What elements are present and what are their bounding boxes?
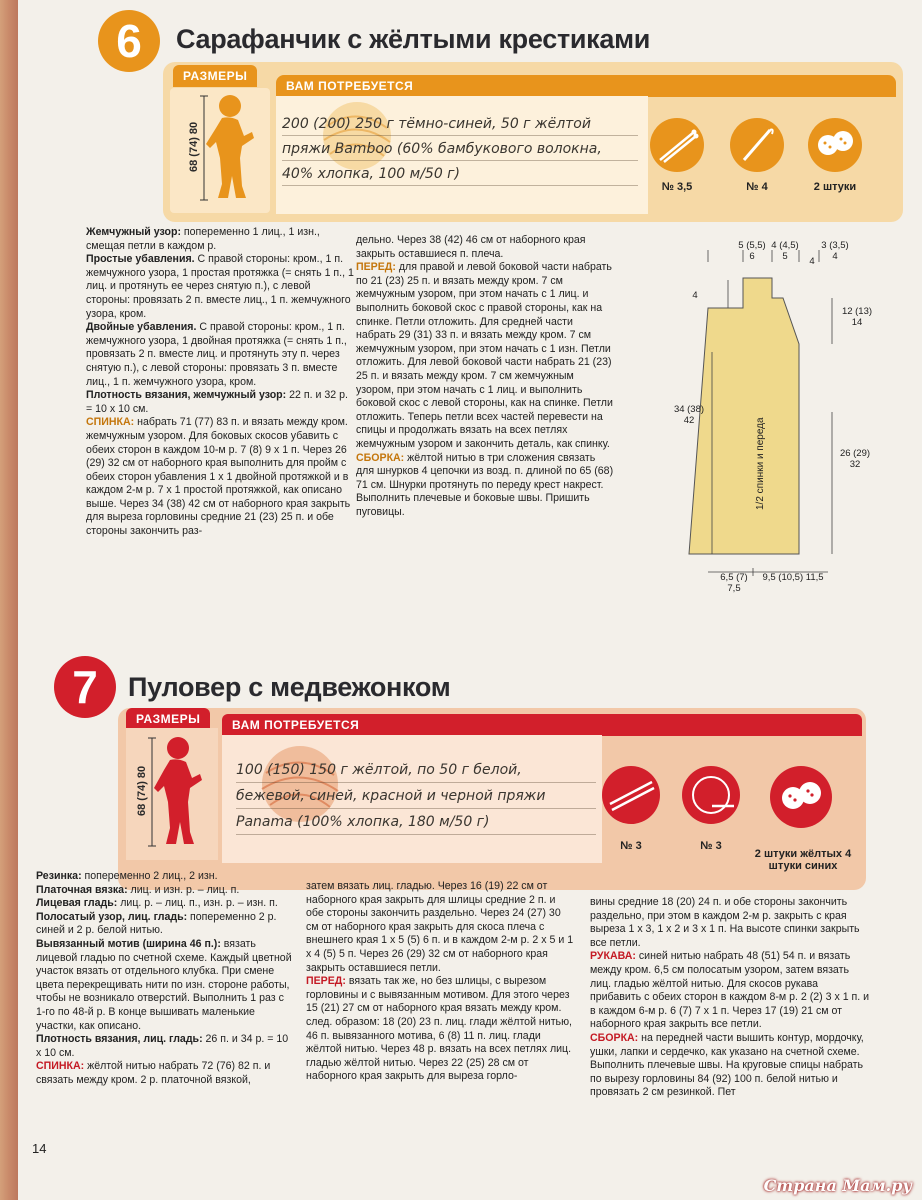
paragraph: С правой стороны: кром., 1 п. жемчужного узора, 1 двойная протяжка (= снять 1 п., провязать 2 п. вместе лиц. и протянуть эту п. через снятую п.), с левой стороны: провязать 3 п. вместе лиц., 1 п. жемчужного узора, кром. [86, 321, 347, 388]
paragraph: 26 п. и 34 р. = 10 х 10 см. [36, 1033, 289, 1059]
buttons-icon [770, 766, 832, 828]
dim-bottom-right: 9,5 (10,5) 11,5 [762, 572, 824, 583]
term: Полосатый узор, лиц. гладь: [36, 910, 188, 923]
paragraph: для правой и левой боковой части набрать по 21 (23) 25 п. и вязать между кром. 7 см жемчужным узором, при этом начать с 1 лиц. и выполнить боковой скос с правой стороны, как на спинке. Петли отложить. Для средней части набрать 29 (31) 33 п. и вязать между кром. 7 см жемчужным узором, при этом начать с 1 изн. Петли отложить. Для левой боковой части набрать 21 (23) 25 п. и вязать между кром. 7 см жемчужным узором, при этом начать с 1 лиц. и выполнить боковой скос с левой стороны, как на спинке. Петли отложить. Теперь петли всех частей перевести на спицы и продолжать вязать на всех петлях жемчужным узором и закончить деталь, как спинку. [356, 261, 613, 450]
knitting-needles-icon [602, 766, 660, 824]
sizes-label-7: РАЗМЕРЫ [126, 708, 210, 730]
tool-label-6-1: № 3,5 [661, 181, 693, 193]
heading-sleeves: РУКАВА: [590, 950, 636, 963]
section-title-7: Пуловер с медвежонком [128, 672, 451, 702]
paragraph: лиц. и изн. р. – лиц. п. [127, 883, 240, 896]
paragraph: вязать лицевой гладью по счетной схеме. Каждый цветной участок вязать от отдельного клубка. При смене цвета перекрещивать нити по изн. стороне работы, чтобы не возникало отверстий. Выполнить 1 раз с 1-го по 48-й р. В конце вышивать маленькие участки, как описано. [36, 937, 292, 1032]
knitting-needles-icon [650, 118, 704, 172]
sizes-value-7: 68 (74) 80 [136, 765, 148, 816]
text-column-6-2 [356, 234, 614, 519]
text-column-7-1 [36, 870, 296, 1088]
term: Плотность вязания, жемчужный узор: [86, 389, 287, 402]
tool-label-6-2: № 4 [746, 181, 768, 193]
paragraph: набрать 71 (77) 83 п. и вязать между кром. жемчужным узором. Для боковых скосов убавить с обеих сторон в каждом 10-м р. 7 (8) 9 х 1 п. Через 26 (29) 32 см от наборного края выполнить для пройм с обеих сторон убавления 1 х 1 двойной протяжкой и в каждом 2-м р. 7 х 1 простой протяжкой, как описано выше. Через 34 (38) 42 см от наборного края закрыть для выреза горловины средние 21 (23) 25 п. и обе стороны закончить раз- [86, 416, 351, 538]
heading-front: ПЕРЕД: [306, 975, 346, 988]
term: Жемчужный узор: [86, 226, 181, 238]
dim-top-2: 4 (4,5) 5 [771, 240, 799, 262]
rule-line [282, 135, 638, 136]
needs-line-6-2: пряжи Bamboo (60% бамбукового волокна, [282, 141, 602, 157]
text-column-7-2 [306, 880, 574, 1084]
paragraph: дельно. Через 38 (42) 46 см от наборного края закрыть оставшиеся п. плеча. [356, 234, 586, 260]
paragraph: попеременно 2 р. синей и 2 р. белой нитью. [36, 910, 277, 937]
dim-bottom-left: 6,5 (7) 7,5 [720, 572, 748, 594]
magazine-page [18, 0, 922, 1200]
needs-line-7-3: Panama (100% хлопка, 180 м/50 г) [236, 814, 490, 830]
diagram-center-label: 1/2 спинки и переда [755, 417, 766, 510]
heading-assembly: СБОРКА: [590, 1031, 639, 1044]
paragraph: затем вязать лиц. гладью. Через 16 (19) 22 см от наборного края закрыть для шлицы средние 2 п. и обе стороны закончить раздельно. Через 24 (27) 30 см от наборного края закрыть для скоса плеча с внешнего края 1 х 5 (5) 6 п. и в каждом 2-м р. 2 х 5 и 1 х 4 (5) 5 п. Через 26 (29) 32 см от наборного края закрыть оставшиеся петли. [306, 880, 574, 974]
text-column-6-1 [86, 226, 356, 539]
crochet-hook-icon [730, 118, 784, 172]
child-silhouette-icon [170, 88, 270, 213]
paragraph: синей нитью набрать 48 (51) 54 п. и вязать между кром. 6,5 см полосатым узором, затем вязать лиц. гладью жёлтой нитью. Для скосов рукава прибавить с обеих сторон в каждом 8-м р. 2 (2) 3 х 1 п. и в каждом 6-м р. 6 (7) 7 х 1 п. Через 17 (19) 21 см от наборного края закрыть все петли. [590, 950, 870, 1031]
needs-line-7-2: бежевой, синей, красной и черной пряжи [236, 788, 546, 804]
needs-line-7-1: 100 (150) 150 г жёлтой, по 50 г белой, [236, 762, 522, 778]
rule-line [236, 808, 596, 809]
paragraph: жёлтой нитью набрать 72 (76) 82 п. и связать между кром. 2 р. платочной вязкой, [36, 1060, 271, 1086]
watermark: Страна Мам.ру [763, 1176, 912, 1195]
rule-line [282, 185, 638, 186]
rule-line [236, 782, 596, 783]
section-number-6: 6 [98, 10, 160, 72]
buttons-icon [808, 118, 862, 172]
term: Вывязанный мотив (ширина 46 п.): [36, 937, 221, 950]
paragraph: жёлтой нитью в три сложения связать для шнурков 4 цепочки из возд. п. длиной по 65 (68) 71 см. Шнурки протянуть по переду крест накрест. Выполнить плечевые и боковые швы. Пришить пуговицы. [356, 451, 614, 518]
tool-label-7-2: № 3 [700, 840, 722, 852]
paragraph: С правой стороны: кром., 1 п. жемчужного узора, 1 простая протяжка (= снять 1 п., 1 лиц. и протянуть ее через снятую п.), с левой стороны: провязать 2 п. вместе лиц., 1 п. жемчужного узора, кром. [86, 253, 354, 320]
heading-front: ПЕРЕД: [356, 261, 396, 274]
heading-assembly: СБОРКА: [356, 451, 405, 464]
dim-right-main: 26 (29) 32 [839, 448, 871, 470]
heading-back: СПИНКА: [36, 1060, 85, 1073]
rule-line [282, 160, 638, 161]
heading-back: СПИНКА: [86, 416, 135, 429]
tool-label-6-3: 2 штуки [813, 181, 857, 193]
paragraph: вины средние 18 (20) 24 п. и обе стороны закончить раздельно, при этом в каждом 2-м р. закрыть с края выреза 1 х 3, 1 х 2 и 3 х 1 п. На высоте спинки закрыть все петли. [590, 896, 860, 949]
dim-left-top: 4 [692, 290, 698, 301]
paragraph: вязать так же, но без шлицы, с вырезом горловины и с вывязанным мотивом. Для этого через 15 (21) 27 см от наборного края вязать между кром. след. образом: 18 (20) 23 п. лиц. глади жёлтой нитью, 46 п. вывязанного мотива, 6 (8) 11 п. лиц. глади жёлтой нитью. Через 48 р. вязать на всех петлях лиц. гладью жёлтой нитью. Через 22 (25) 28 см от наборного края закрыть для выреза горло- [306, 975, 572, 1083]
section-number-7: 7 [54, 656, 116, 718]
dim-top-1: 5 (5,5) 6 [738, 240, 766, 262]
tool-label-7-3: 2 штуки жёлтых 4 штуки синих [754, 848, 852, 872]
needs-line-6-3: 40% хлопка, 100 м/50 г) [282, 166, 460, 182]
tool-label-7-1: № 3 [620, 840, 642, 852]
circular-needle-icon [682, 766, 740, 824]
paragraph: 22 п. и 32 р. = 10 х 10 см. [86, 389, 348, 415]
dim-left-main: 34 (38) 42 [673, 404, 705, 426]
term: Двойные убавления. [86, 321, 197, 334]
dim-right-top: 12 (13) 14 [841, 306, 873, 328]
rule-line [236, 834, 596, 835]
page-number: 14 [32, 1141, 47, 1156]
needs-line-6-1: 200 (200) 250 г тёмно-синей, 50 г жёлтой [282, 116, 591, 132]
term: Резинка: [36, 870, 82, 882]
needs-label-7: ВАМ ПОТРЕБУЕТСЯ [222, 714, 862, 736]
sizes-value-6: 68 (74) 80 [188, 121, 200, 172]
paragraph: попеременно 2 лиц., 2 изн. [81, 870, 218, 882]
term: Плотность вязания, лиц. гладь: [36, 1033, 203, 1046]
sizes-box-6 [170, 88, 270, 213]
paragraph: попеременно 1 лиц., 1 изн., смещая петли в каждом р. [86, 226, 320, 252]
paragraph: лиц. р. – лиц. п., изн. р. – изн. п. [117, 897, 278, 910]
term: Платочная вязка: [36, 883, 128, 896]
dim-top-4: 3 (3,5) 4 [821, 240, 849, 262]
dim-top-3: 4 [809, 256, 815, 267]
paragraph: на передней части вышить контур, мордочку, ушки, лапки и сердечко, как указано на счетной схеме. Выполнить плечевые швы. На круговые спицы набрать по вырезу горловины 84 (92) 100 п. белой нитью и провязать 2 см резинкой. Пет [590, 1031, 864, 1099]
section-title-6: Сарафанчик с жёлтыми крестиками [176, 24, 651, 54]
needs-label-6: ВАМ ПОТРЕБУЕТСЯ [276, 75, 896, 97]
sizes-label-6: РАЗМЕРЫ [173, 65, 257, 87]
text-column-7-3 [590, 896, 872, 1100]
term: Лицевая гладь: [36, 897, 118, 910]
term: Простые убавления. [86, 253, 195, 266]
